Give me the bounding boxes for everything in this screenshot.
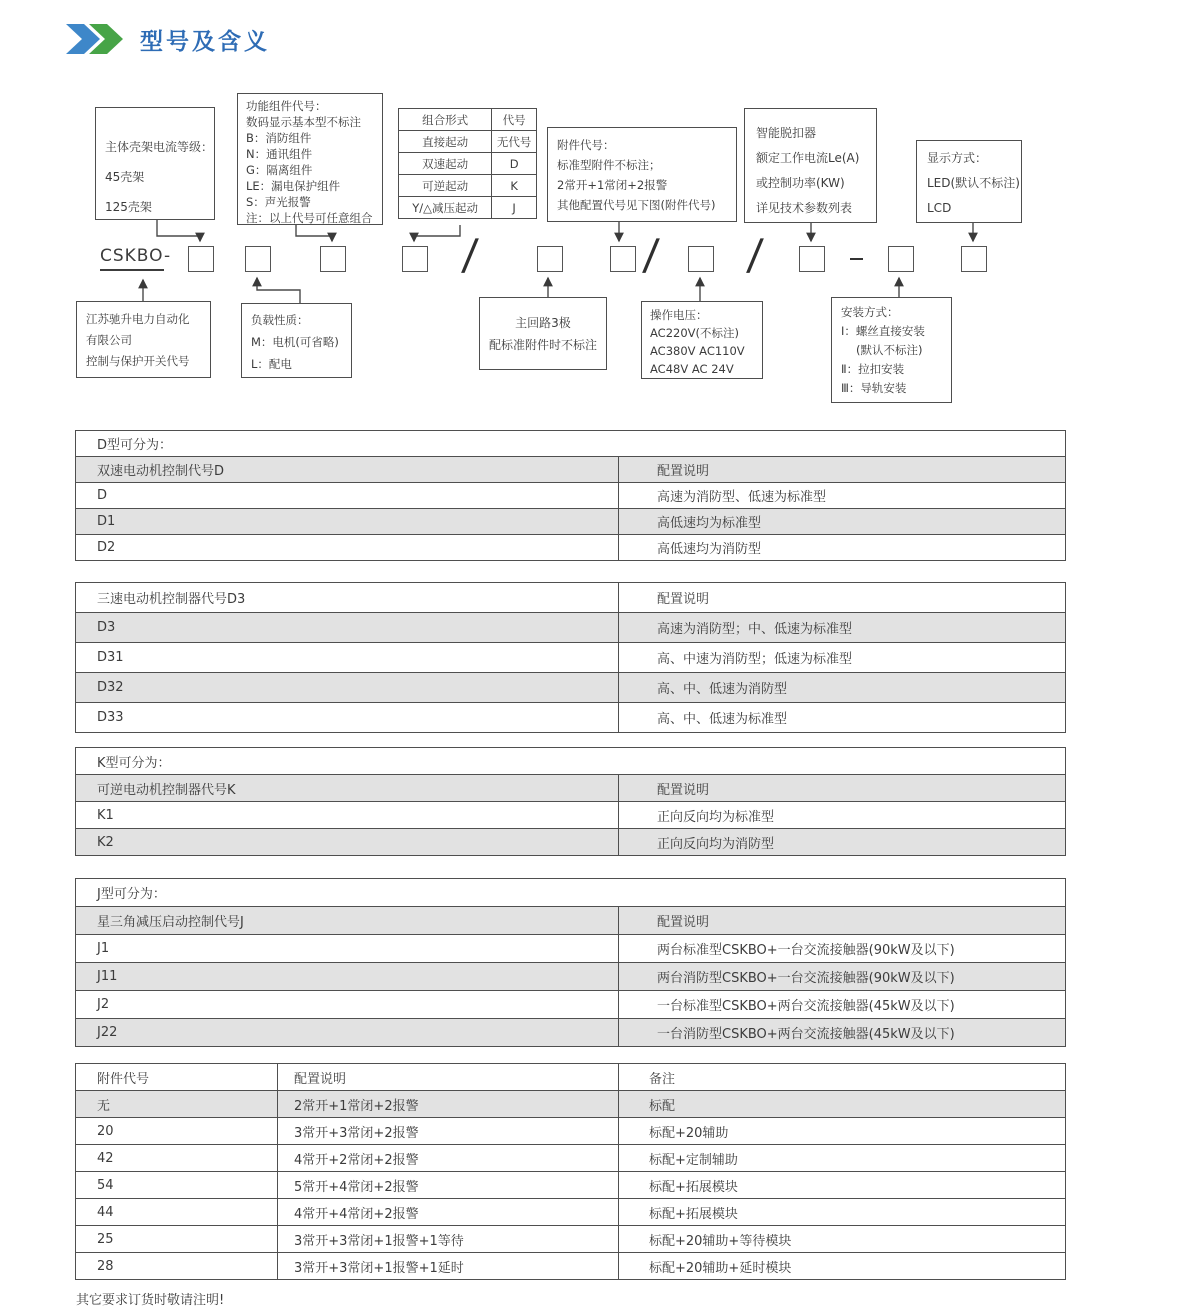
page-header [64,22,270,56]
combo-cell: 双速起动 [399,153,492,175]
combo-cell: D [492,153,537,175]
display-mode-box: 显示方式： LED(默认不标注) LCD [916,140,1022,223]
frame-current-box: 主体壳架电流等级： 45壳架 125壳架 [95,107,215,220]
table-header-row: 三速电动机控制器代号D3 配置说明 [76,583,1066,613]
d3-type-table [75,582,1065,733]
function-components-box: 功能组件代号： 数码显示基本型不标注 B：消防组件 N：通讯组件 G：隔离组件 LE：漏电保护组件 S：声光报警 注：以上代号可任意组合 [237,93,383,225]
accessory-code-table [75,1063,1065,1280]
table-header-row: 星三角减压启动控制代号J 配置说明 [76,907,1066,935]
model-segment-box-6 [610,246,636,272]
model-segment-box-1 [188,246,214,272]
table-row: K1 正向反向均为标准型 [76,802,1066,829]
table-row: D33 高、中、低速为标准型 [76,703,1066,733]
double-chevron-icon [64,22,126,56]
table-title-row [76,431,1066,457]
table-row: J2 一台标准型CSKBO+两台交流接触器(45kW及以下) [76,991,1066,1019]
table-row: 无 2常开+1常闭+2报警 标配 [76,1091,1066,1118]
table-row: K2 正向反向均为消防型 [76,829,1066,856]
table-row: J11 两台消防型CSKBO+一台交流接触器(90kW及以下) [76,963,1066,991]
table-row: 54 5常开+4常闭+2报警 标配+拓展模块 [76,1172,1066,1199]
d-type-table [75,430,1065,561]
model-segment-box-10 [961,246,987,272]
k-type-table [75,747,1065,856]
table-header-row: 双速电动机控制代号D 配置说明 [76,457,1066,483]
combo-cell: J [492,197,537,219]
load-type-box: 负载性质： M：电机(可省略) L：配电 [241,303,352,378]
combo-cell: 组合形式 [399,109,492,131]
table-row: D2 高低速均为消防型 [76,535,1066,561]
table-title: J型可分为： [76,879,1066,907]
table-row: J22 一台消防型CSKBO+两台交流接触器(45kW及以下) [76,1019,1066,1047]
smart-trip-unit-box: 智能脱扣器 额定工作电流Le(A) 或控制功率(KW) 详见技术参数列表 [744,108,877,223]
table-title: K型可分为： [76,748,1066,775]
combination-type-table [398,108,537,225]
model-prefix-text: CSKBO [100,246,164,271]
table-row: 44 4常开+4常闭+2报警 标配+拓展模块 [76,1199,1066,1226]
table-row: 42 4常开+2常闭+2报警 标配+定制辅助 [76,1145,1066,1172]
operating-voltage-box: 操作电压： AC220V(不标注) AC380V AC110V AC48V AC 24V [641,301,763,379]
model-segment-box-7 [688,246,714,272]
separator-slash-2: / [641,230,661,279]
table-title-row [76,879,1066,907]
page-title: 型号及含义 [140,28,270,55]
table-row: D31 高、中速为消防型；低速为标准型 [76,643,1066,673]
table-title: D型可分为： [76,431,1066,457]
separator-slash-3: / [745,230,765,279]
model-segment-box-3 [320,246,346,272]
combo-cell: Y/△减压起动 [399,197,492,219]
model-prefix-dash: - [164,246,172,266]
model-segment-box-9 [888,246,914,272]
model-segment-box-4 [402,246,428,272]
model-prefix [100,246,171,266]
company-code-box: 江苏驰升电力自动化 有限公司 控制与保护开关代号 [76,301,211,378]
table-row: D 高速为消防型、低速为标准型 [76,483,1066,509]
table-header-row: 附件代号 配置说明 备注 [76,1064,1066,1091]
footer-note: 其它要求订货时敬请注明! [76,1293,225,1308]
separator-slash-1: / [460,230,480,279]
table-row: D3 高速为消防型；中、低速为标准型 [76,613,1066,643]
combo-cell: 无代号 [492,131,537,153]
table-header-row: 可逆电动机控制器代号K 配置说明 [76,775,1066,802]
combo-cell: 直接起动 [399,131,492,153]
combo-cell: 可逆起动 [399,175,492,197]
table-row: D32 高、中、低速为消防型 [76,673,1066,703]
combo-cell: 代号 [492,109,537,131]
separator-dash [850,258,863,260]
table-row: 25 3常开+3常闭+1报警+1等待 标配+20辅助+等待模块 [76,1226,1066,1253]
combo-cell: K [492,175,537,197]
j-type-table [75,878,1065,1047]
model-segment-box-2 [245,246,271,272]
model-segment-box-8 [799,246,825,272]
main-circuit-box: 主回路3极 配标准附件时不标注 [479,297,607,370]
table-row: D1 高低速均为标准型 [76,509,1066,535]
table-title-row [76,748,1066,775]
model-segment-box-5 [537,246,563,272]
table-row: 28 3常开+3常闭+1报警+1延时 标配+20辅助+延时模块 [76,1253,1066,1280]
table-row: J1 两台标准型CSKBO+一台交流接触器(90kW及以下) [76,935,1066,963]
mounting-method-box: 安装方式： Ⅰ：螺丝直接安装 (默认不标注) Ⅱ：拉扣安装 Ⅲ：导轨安装 [831,297,952,403]
table-row: 20 3常开+3常闭+2报警 标配+20辅助 [76,1118,1066,1145]
accessory-code-box: 附件代号： 标准型附件不标注； 2常开+1常闭+2报警 其他配置代号见下图(附件代号) [547,127,737,222]
